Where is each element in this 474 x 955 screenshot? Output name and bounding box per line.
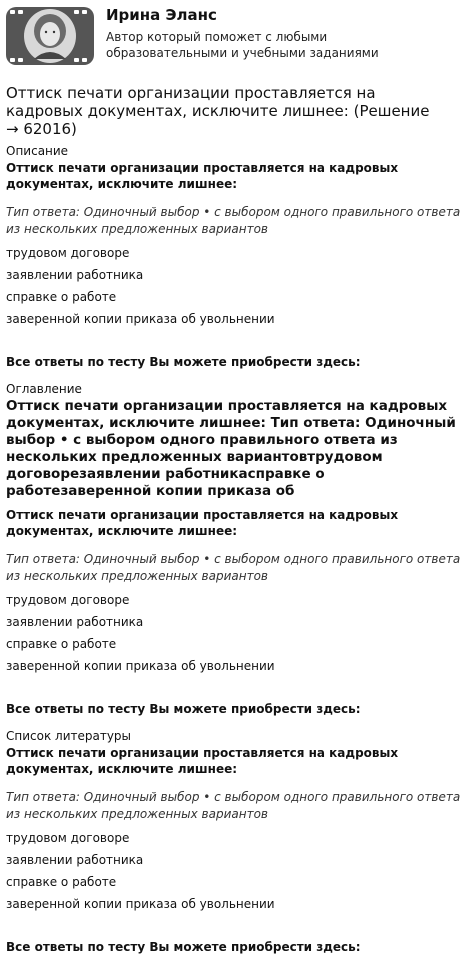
author-block [6,0,468,80]
answer-type: Тип ответа: Одиночный выбор • с выбором одного правильного ответа из нескольких предложенных вариантов [6,552,461,583]
toc-section [6,382,468,717]
buy-answers-link[interactable]: Все ответы по тесту Вы можете приобрести здесь: [6,702,361,716]
avatar-photo-icon [4,1,96,71]
page-title: Оттиск печати организации проставляется на кадровых документах, исключите лишнее: (Решение → 62016) [6,84,430,138]
option-item: трудовом договоре [6,246,130,260]
answer-type: Тип ответа: Одиночный выбор • с выбором одного правильного ответа из нескольких предложенных вариантов [6,790,461,821]
section-label-description: Описание [6,144,69,158]
author-description: Автор который поможет с любыми образовательными и учебными заданиями [106,30,379,60]
toc-heading: Оттиск печати организации проставляется на кадровых документах, исключите лишнее: Тип ответа: Одиночный выбор • с выбором одного правильного ответа из нескольких предложенных вариантовтрудовом договорезаявлении работникасправке о работезаверенной копии приказа об [6,398,456,499]
option-item: заверенной копии приказа об увольнении [6,659,275,673]
section-label-references: Список литературы [6,729,132,743]
references-section [6,729,468,955]
question-text: Оттиск печати организации проставляется на кадровых документах, исключите лишнее: [6,746,399,776]
option-item: заявлении работника [6,268,144,282]
option-item: справке о работе [6,637,117,651]
option-item: заверенной копии приказа об увольнении [6,897,275,911]
option-item: заявлении работника [6,615,144,629]
buy-answers-link[interactable]: Все ответы по тесту Вы можете приобрести здесь: [6,355,361,369]
option-item: трудовом договоре [6,831,130,845]
section-label-toc: Оглавление [6,382,82,396]
option-item: заверенной копии приказа об увольнении [6,312,275,326]
option-item: трудовом договоре [6,593,130,607]
option-item: справке о работе [6,875,117,889]
author-info [106,0,436,61]
author-name[interactable]: Ирина Эланс [106,6,217,24]
options-list [6,592,468,674]
question-text: Оттиск печати организации проставляется на кадровых документах, исключите лишнее: [6,161,399,191]
buy-answers-link[interactable]: Все ответы по тесту Вы можете приобрести здесь: [6,940,361,954]
answer-type: Тип ответа: Одиночный выбор • с выбором одного правильного ответа из нескольких предложенных вариантов [6,205,461,236]
question-text: Оттиск печати организации проставляется на кадровых документах, исключите лишнее: [6,508,399,538]
options-list [6,830,468,912]
options-list [6,245,468,327]
description-section [6,144,468,370]
option-item: справке о работе [6,290,117,304]
option-item: заявлении работника [6,853,144,867]
avatar[interactable] [4,1,96,71]
